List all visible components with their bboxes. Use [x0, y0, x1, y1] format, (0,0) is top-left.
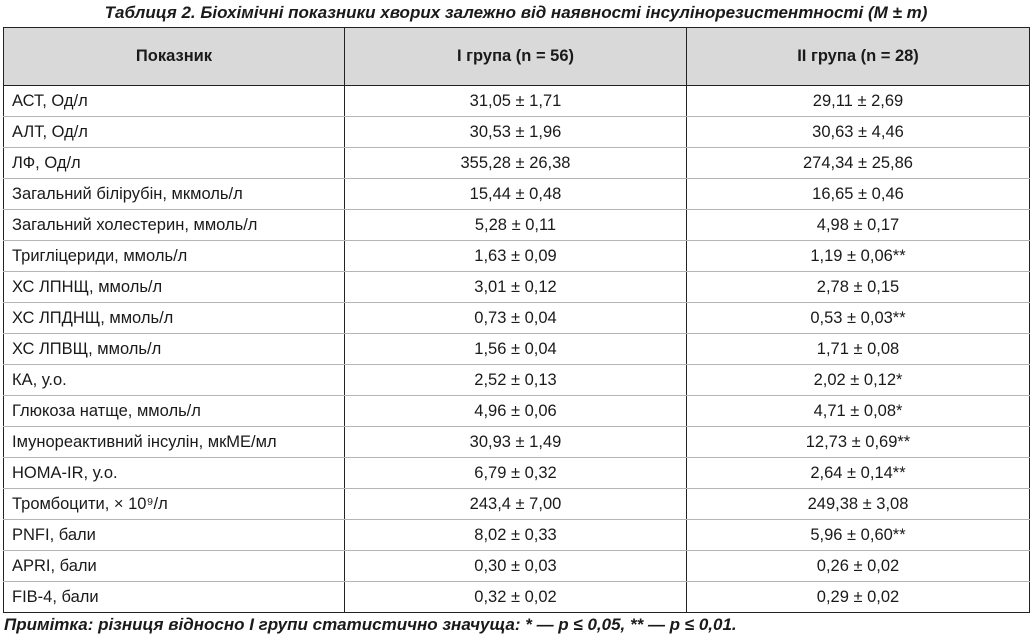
group-2-value-cell: 2,64 ± 0,14**: [687, 458, 1030, 489]
indicator-cell: ХС ЛПДНЩ, ммоль/л: [4, 303, 345, 334]
indicator-cell: Загальний білірубін, мкмоль/л: [4, 179, 345, 210]
group-1-value-cell: 3,01 ± 0,12: [345, 272, 687, 303]
group-1-value-cell: 2,52 ± 0,13: [345, 365, 687, 396]
table-row: [4, 365, 1030, 396]
indicator-cell: ХС ЛПНЩ, ммоль/л: [4, 272, 345, 303]
table-row: [4, 427, 1030, 458]
table-row: [4, 520, 1030, 551]
table-row: [4, 303, 1030, 334]
group-1-value-cell: 243,4 ± 7,00: [345, 489, 687, 520]
indicator-cell: Загальний холестерин, ммоль/л: [4, 210, 345, 241]
group-1-value-cell: 30,53 ± 1,96: [345, 117, 687, 148]
table-row: [4, 86, 1030, 117]
group-1-value-cell: 15,44 ± 0,48: [345, 179, 687, 210]
group-1-value-cell: 0,32 ± 0,02: [345, 582, 687, 613]
table-row: [4, 582, 1030, 613]
group-1-value-cell: 31,05 ± 1,71: [345, 86, 687, 117]
indicator-cell: КА, у.о.: [4, 365, 345, 396]
header-group-2: II група (n = 28): [687, 28, 1030, 86]
table-row: [4, 272, 1030, 303]
table-row: [4, 458, 1030, 489]
indicator-cell: Тригліцериди, ммоль/л: [4, 241, 345, 272]
group-2-value-cell: 1,19 ± 0,06**: [687, 241, 1030, 272]
table-caption: Таблиця 2. Біохімічні показники хворих залежно від наявності інсулінорезистентності (M ± m): [104, 3, 928, 22]
group-2-value-cell: 0,53 ± 0,03**: [687, 303, 1030, 334]
group-2-value-cell: 4,71 ± 0,08*: [687, 396, 1030, 427]
group-2-value-cell: 249,38 ± 3,08: [687, 489, 1030, 520]
group-2-value-cell: 29,11 ± 2,69: [687, 86, 1030, 117]
indicator-cell: Тромбоцити, × 10⁹/л: [4, 489, 345, 520]
group-2-value-cell: 2,02 ± 0,12*: [687, 365, 1030, 396]
group-1-value-cell: 30,93 ± 1,49: [345, 427, 687, 458]
group-1-value-cell: 6,79 ± 0,32: [345, 458, 687, 489]
group-2-value-cell: 2,78 ± 0,15: [687, 272, 1030, 303]
indicator-cell: АСТ, Од/л: [4, 86, 345, 117]
group-2-value-cell: 30,63 ± 4,46: [687, 117, 1030, 148]
table-row: [4, 117, 1030, 148]
indicator-cell: Імунореактивний інсулін, мкМЕ/мл: [4, 427, 345, 458]
indicator-cell: FIB-4, бали: [4, 582, 345, 613]
group-2-value-cell: 12,73 ± 0,69**: [687, 427, 1030, 458]
table-row: [4, 396, 1030, 427]
group-2-value-cell: 4,98 ± 0,17: [687, 210, 1030, 241]
group-2-value-cell: 16,65 ± 0,46: [687, 179, 1030, 210]
table-header: [4, 28, 1030, 86]
indicator-cell: ХС ЛПВЩ, ммоль/л: [4, 334, 345, 365]
table-row: [4, 210, 1030, 241]
group-1-value-cell: 1,63 ± 0,09: [345, 241, 687, 272]
table-row: [4, 179, 1030, 210]
table-note: Примітка: різниця відносно I групи статистично значуща: * — p ≤ 0,05, ** — p ≤ 0,01.: [4, 615, 737, 634]
group-1-value-cell: 1,56 ± 0,04: [345, 334, 687, 365]
group-2-value-cell: 0,29 ± 0,02: [687, 582, 1030, 613]
header-group-1: I група (n = 56): [345, 28, 687, 86]
table-row: [4, 551, 1030, 582]
indicator-cell: Глюкоза натще, ммоль/л: [4, 396, 345, 427]
group-2-value-cell: 1,71 ± 0,08: [687, 334, 1030, 365]
biochemistry-table: [3, 27, 1030, 613]
table-row: [4, 241, 1030, 272]
header-indicator: Показник: [4, 28, 345, 86]
group-2-value-cell: 0,26 ± 0,02: [687, 551, 1030, 582]
group-1-value-cell: 0,30 ± 0,03: [345, 551, 687, 582]
group-1-value-cell: 5,28 ± 0,11: [345, 210, 687, 241]
group-1-value-cell: 355,28 ± 26,38: [345, 148, 687, 179]
indicator-cell: APRI, бали: [4, 551, 345, 582]
indicator-cell: HOMA-IR, у.о.: [4, 458, 345, 489]
table-row: [4, 334, 1030, 365]
indicator-cell: АЛТ, Од/л: [4, 117, 345, 148]
group-2-value-cell: 5,96 ± 0,60**: [687, 520, 1030, 551]
indicator-cell: ЛФ, Од/л: [4, 148, 345, 179]
group-1-value-cell: 8,02 ± 0,33: [345, 520, 687, 551]
table-row: [4, 489, 1030, 520]
group-2-value-cell: 274,34 ± 25,86: [687, 148, 1030, 179]
group-1-value-cell: 0,73 ± 0,04: [345, 303, 687, 334]
indicator-cell: PNFI, бали: [4, 520, 345, 551]
header-row: [4, 28, 1030, 86]
table-row: [4, 148, 1030, 179]
group-1-value-cell: 4,96 ± 0,06: [345, 396, 687, 427]
table-body: [4, 86, 1030, 613]
